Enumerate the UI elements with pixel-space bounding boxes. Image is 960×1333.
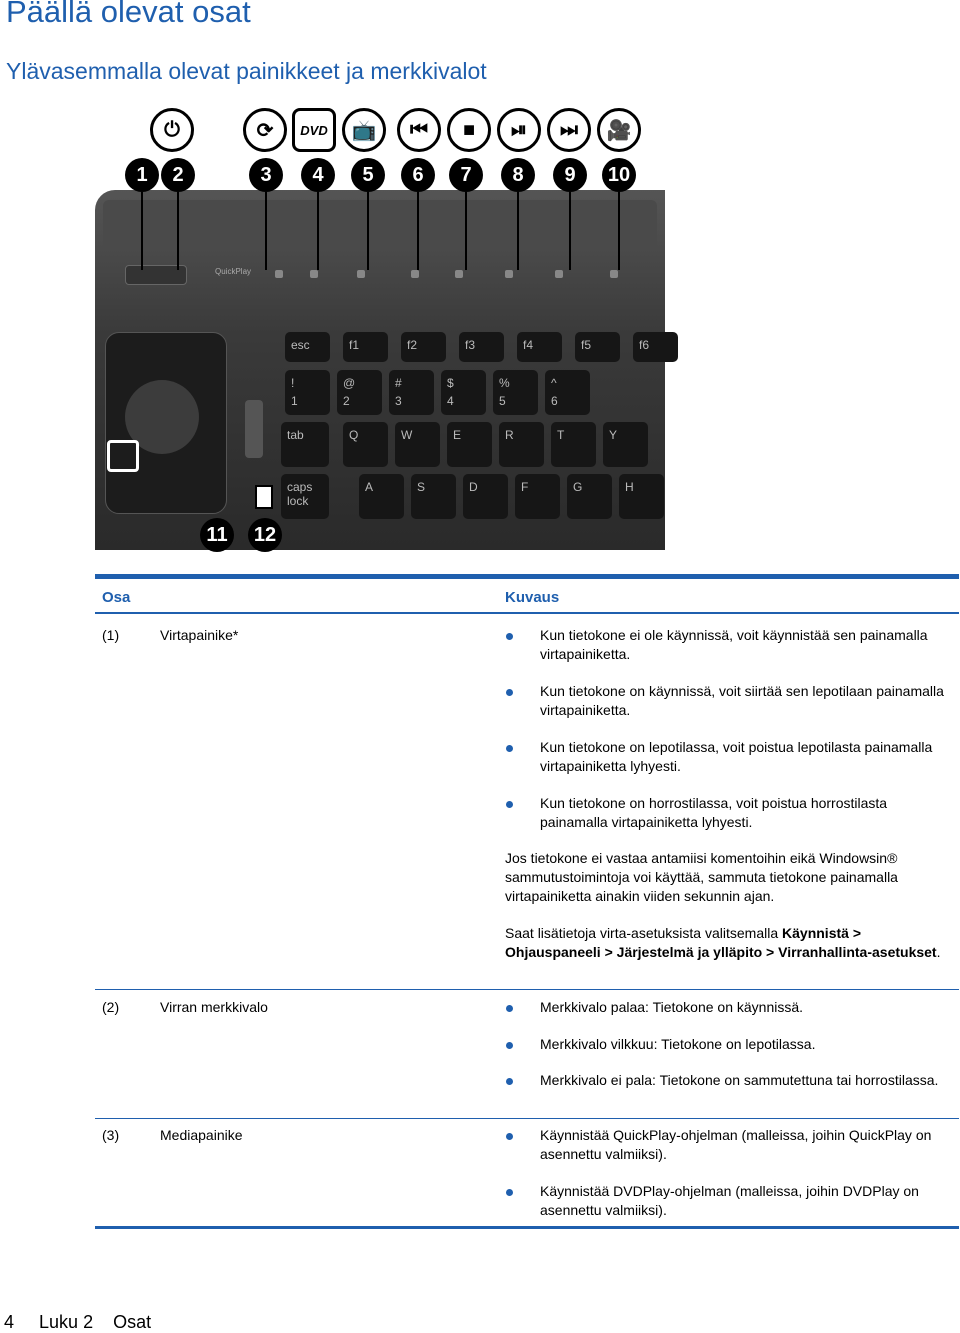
row-number: (3) [102, 1127, 120, 1143]
column-header-description: Kuvaus [505, 589, 560, 606]
indicator-light [455, 270, 463, 278]
keyboard-key: 2 [343, 394, 350, 408]
keyboard-key: f6 [633, 332, 678, 362]
keyboard-key: ^ [545, 370, 590, 415]
keyboard-key: f5 [575, 332, 620, 362]
keyboard-key: E [447, 422, 492, 467]
note-prefix: Saat lisätietoja virta-asetuksista valitsemalla [505, 925, 783, 941]
part-name: Mediapainike [160, 1127, 243, 1143]
bullet-icon [506, 689, 513, 696]
previous-icon: ⏮ [397, 108, 441, 152]
callout-6: 6 [401, 158, 435, 192]
callout-leader-line [517, 192, 519, 270]
column-header-part: Osa [102, 589, 131, 606]
row-divider [95, 1118, 959, 1119]
row-number: (2) [102, 999, 120, 1015]
callout-leader-line [569, 192, 571, 270]
keyboard-key: f1 [343, 332, 388, 362]
bullet-icon [506, 633, 513, 640]
row-number: (1) [102, 627, 120, 643]
keyboard-key: caps lock [281, 474, 329, 519]
callout-leader-line [417, 192, 419, 270]
keyboard-key: 3 [395, 394, 402, 408]
power-icon: ⏻ [150, 108, 194, 152]
indicator-light [555, 270, 563, 278]
bullet-icon [506, 745, 513, 752]
menu-path: Käynnistä > Ohjauspaneeli > Järjestelmä ja ylläpito > Virranhallinta-asetukset [505, 925, 937, 960]
keyboard-key: % [493, 370, 538, 415]
bullet-text: Käynnistää DVDPlay-ohjelman (malleissa, joihin DVDPlay on asennettu valmiiksi). [540, 1183, 919, 1218]
callout-5: 5 [351, 158, 385, 192]
tv-icon: 📺 [342, 108, 386, 152]
keyboard-key: esc [285, 332, 330, 362]
keyboard-key: A [359, 474, 404, 519]
keyboard-key: S [411, 474, 456, 519]
note-paragraph [505, 924, 945, 962]
quickstart-button-highlight [107, 440, 139, 472]
play-pause-icon: ⏯ [497, 108, 541, 152]
keyboard-key: F [515, 474, 560, 519]
bullet-text: Kun tietokone on käynnissä, voit siirtää sen lepotilaan painamalla virtapainiketta. [540, 683, 944, 718]
callout-leader-line [177, 192, 179, 270]
keyboard-key: tab [281, 422, 329, 467]
callout-11: 11 [200, 518, 234, 552]
keyboard-key: f3 [459, 332, 504, 362]
callout-leader-line [367, 192, 369, 270]
bullet-text: Kun tietokone on horrostilassa, voit poistua horrostilasta painamalla virtapainiketta lyhyesti. [540, 795, 888, 830]
keyboard-key: ! [285, 370, 330, 415]
section-label: Osat [113, 1312, 152, 1332]
callout-leader-line [465, 192, 467, 270]
keyboard-key: 1 [291, 394, 298, 408]
callout-10: 10 [602, 158, 636, 192]
part-name: Virran merkkivalo [160, 999, 268, 1015]
note-suffix: . [936, 944, 941, 960]
callout-3: 3 [249, 158, 283, 192]
keyboard-key: 4 [447, 394, 454, 408]
keyboard-key: f2 [401, 332, 446, 362]
keyboard-key: T [551, 422, 596, 467]
callout-9: 9 [553, 158, 587, 192]
volume-slider [245, 400, 263, 458]
bullet-icon [506, 1078, 513, 1085]
callout-leader-line [265, 192, 267, 270]
keyboard-key: Q [343, 422, 388, 467]
indicator-light [411, 270, 419, 278]
callout-12: 12 [248, 518, 282, 552]
bullet-icon [506, 1042, 513, 1049]
indicator-light [505, 270, 513, 278]
control-strip [103, 200, 657, 248]
bullet-icon [506, 801, 513, 808]
quickplay-icon: ⟳ [243, 108, 287, 152]
bullet-icon [506, 1133, 513, 1140]
stop-icon: ■ [447, 108, 491, 152]
keyboard-key: W [395, 422, 440, 467]
bullet-text: Kun tietokone ei ole käynnissä, voit käynnistää sen painamalla virtapainiketta. [540, 627, 928, 662]
indicator-light [357, 270, 365, 278]
bullet-text: Kun tietokone on lepotilassa, voit poistua lepotilasta painamalla virtapainiketta lyhyesti. [540, 739, 933, 774]
keyboard-figure [95, 100, 665, 560]
volume-indicator-highlight [255, 485, 273, 509]
bullet-text: Merkkivalo vilkkuu: Tietokone on lepotilassa. [540, 1036, 816, 1052]
camera-icon: 🎥 [597, 108, 641, 152]
bullet-text: Merkkivalo ei pala: Tietokone on sammutettuna tai horrostilassa. [540, 1072, 939, 1088]
table-top-rule [95, 574, 959, 579]
callout-7: 7 [449, 158, 483, 192]
page-title: Päällä olevat osat [6, 0, 251, 29]
note-paragraph: Jos tietokone ei vastaa antamiisi komentoihin eikä Windowsin® sammutustoimintoja voi käyttää, sammuta tietokone painamalla virtapainiketta ainakin viiden sekunnin ajan. [505, 850, 898, 904]
page-number: 4 [4, 1312, 15, 1332]
bullet-icon [506, 1005, 513, 1012]
table-bottom-rule [95, 1226, 959, 1229]
keyboard-key: $ [441, 370, 486, 415]
chapter-label: Luku 2 [39, 1312, 94, 1332]
keyboard-key: # [389, 370, 434, 415]
callout-8: 8 [501, 158, 535, 192]
bullet-text: Käynnistää QuickPlay-ohjelman (malleissa, joihin QuickPlay on asennettu valmiiksi). [540, 1127, 932, 1162]
row-divider [95, 989, 959, 990]
section-subtitle: Ylävasemmalla olevat painikkeet ja merkkivalot [6, 58, 487, 84]
callout-leader-line [618, 192, 620, 270]
keyboard-key: f4 [517, 332, 562, 362]
bullet-icon [506, 1189, 513, 1196]
keyboard-key: H [619, 474, 664, 519]
table-header-rule [95, 612, 959, 614]
indicator-light [310, 270, 318, 278]
callout-leader-line [317, 192, 319, 270]
part-name: Virtapainike* [160, 627, 239, 643]
keyboard-key: 5 [499, 394, 506, 408]
dvd-icon: DVD [292, 108, 336, 152]
next-icon: ⏭ [547, 108, 591, 152]
keyboard-key: 6 [551, 394, 558, 408]
quickplay-label: QuickPlay [215, 267, 252, 276]
keyboard-key: R [499, 422, 544, 467]
indicator-light [275, 270, 283, 278]
bullet-text: Merkkivalo palaa: Tietokone on käynnissä. [540, 999, 804, 1015]
keyboard-key: G [567, 474, 612, 519]
keyboard-key: Y [603, 422, 648, 467]
page-footer [4, 1312, 151, 1333]
callout-leader-line [141, 192, 143, 270]
callout-4: 4 [301, 158, 335, 192]
keyboard-key: D [463, 474, 508, 519]
indicator-light [610, 270, 618, 278]
callout-2: 2 [161, 158, 195, 192]
callout-1: 1 [125, 158, 159, 192]
keyboard-key: @ [337, 370, 382, 415]
